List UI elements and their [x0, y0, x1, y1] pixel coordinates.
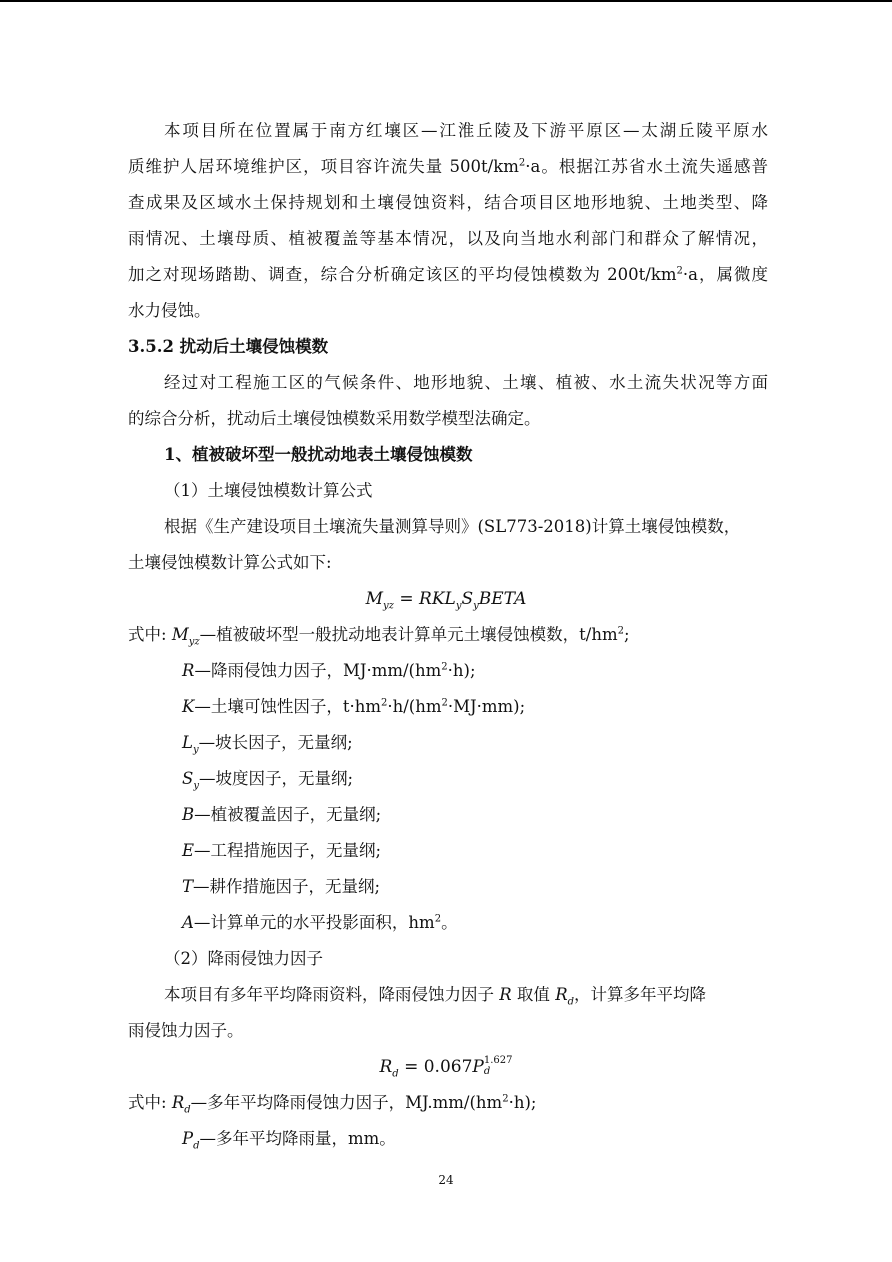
definition-prefix: 式中: [128, 1093, 172, 1112]
formula-soil-erosion [0, 588, 892, 610]
definition-line: 式中: $M_{yz}—$植被破坏型一般扰动地表计算单元土壤侵蚀模数，$t/hm^2$; [128, 625, 630, 648]
section-heading: 3.5.2 扰动后土壤侵蚀模数 [128, 337, 329, 356]
formula-symbol: R [379, 1057, 393, 1077]
formula-subscript: y [473, 600, 479, 612]
formula-symbol: M [365, 589, 384, 609]
formula-subscript: d [483, 1066, 491, 1077]
formula-subscript: yz [383, 600, 394, 612]
paragraph-line: 经过对工程施工区的气候条件、地形地貌、土壤、植被、水土流失状况等方面 [164, 373, 768, 392]
definition-line: $L_y—$坡长因子，无量纲; [182, 733, 353, 756]
subheading: 1、植被破坏型一般扰动地表土壤侵蚀模数 [164, 445, 473, 464]
formula-subscript: y [455, 600, 462, 612]
paragraph-line: 土壤侵蚀模数计算公式如下: [128, 553, 332, 572]
formula-symbol: BETA [478, 589, 527, 609]
formula-symbol: RKL [419, 589, 456, 609]
definition-line: $P_d—$多年平均降雨量，mm。 [182, 1129, 396, 1152]
formula-superscript: 1.627 [483, 1055, 513, 1066]
definition-line: E—工程措施因子，无量纲; [182, 841, 382, 860]
paragraph-line: 雨侵蚀力因子。 [128, 1021, 244, 1040]
item-heading: （1）土壤侵蚀模数计算公式 [164, 481, 373, 500]
paragraph-line: 本项目所在位置属于南方红壤区—江淮丘陵及下游平原区—太湖丘陵平原水 [164, 121, 768, 140]
paragraph-line: 水力侵蚀。 [128, 301, 211, 320]
formula-symbol: P [472, 1057, 484, 1077]
paragraph-line: 的综合分析，扰动后土壤侵蚀模数采用数学模型法确定。 [128, 409, 541, 428]
paragraph-line: 质维护人居环境维护区，项目容许流失量 $500t/km^2\cdot a$。根据江苏省水土流失遥感普 [128, 157, 768, 176]
formula-operator: = [393, 589, 420, 609]
formula-rainfall-erosivity [0, 1055, 892, 1078]
definition-line: R—降雨侵蚀力因子，$MJ\cdot mm/(hm^2\cdot h)$; [182, 661, 476, 680]
paragraph-line: 加之对现场踏勘、调查，综合分析确定该区的平均侵蚀模数为 $200t/km^2\cdot a$，属微度 [128, 265, 768, 284]
definition-line: A—计算单元的水平投影面积，$hm^2$。 [182, 913, 458, 932]
page-top-border [0, 0, 892, 2]
paragraph-line: 雨情况、土壤母质、植被覆盖等基本情况，以及向当地水利部门和群众了解情况， [128, 229, 768, 248]
definition-line: $S_y—$坡度因子，无量纲; [182, 769, 354, 792]
definition-line: B—植被覆盖因子，无量纲; [182, 805, 382, 824]
page-number: 24 [438, 1173, 454, 1187]
formula-symbol: S [461, 589, 474, 609]
definition-line: T—耕作措施因子，无量纲; [182, 877, 381, 896]
definition-line: K—土壤可蚀性因子，$t\cdot hm^2\cdot h/(hm^2\cdot MJ\cdot mm)$; [182, 697, 526, 716]
definition-line: 式中: $R_d—$多年平均降雨侵蚀力因子，$MJ.mm/(hm^2\cdot h)$; [128, 1093, 537, 1116]
definition-prefix: 式中: [128, 625, 172, 644]
paragraph-line: 查成果及区域水土保持规划和土壤侵蚀资料，结合项目区地形地貌、土地类型、降 [128, 193, 768, 212]
item-heading: （2）降雨侵蚀力因子 [164, 949, 323, 968]
paragraph-line: 本项目有多年平均降雨资料，降雨侵蚀力因子 R 取值 $R_d$，计算多年平均降 [164, 985, 707, 1008]
paragraph-line: 根据《生产建设项目土壤流失量测算导则》(SL773-2018)计算土壤侵蚀模数， [164, 517, 741, 536]
formula-operator: = 0.067 [398, 1057, 473, 1077]
formula-subscript: d [392, 1068, 399, 1080]
